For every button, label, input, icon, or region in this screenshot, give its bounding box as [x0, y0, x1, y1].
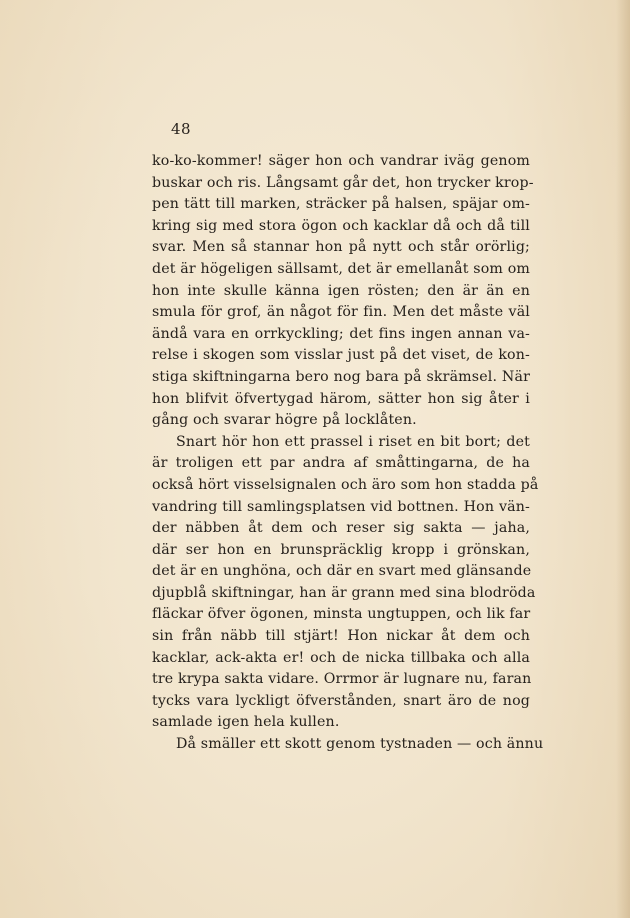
- text-line: Snart hör hon ett prassel i riset en bit bort; det: [176, 433, 530, 450]
- text-line: Då smäller ett skott genom tystnaden — och ännu: [176, 736, 544, 753]
- text-line: hon inte skulle känna igen rösten; den är än en: [152, 282, 530, 299]
- text-line: det är högeligen sällsamt, det är emellanåt som om: [152, 260, 530, 277]
- body-text: [152, 151, 544, 756]
- text-line: gång och svarar högre på locklåten.: [152, 412, 417, 429]
- text-line: kacklar, ack-akta er! och de nicka tillbaka och alla: [152, 649, 530, 666]
- text-line: ko-ko-kommer! säger hon och vandrar iväg genom: [152, 153, 530, 169]
- text-line: ändå vara en orrkyckling; det fins ingen annan va-: [152, 325, 530, 342]
- text-line: också hört visselsignalen och äro som hon stadda på: [152, 476, 539, 493]
- text-line: kring sig med stora ögon och kacklar då och då till: [152, 217, 530, 234]
- text-line: sin från näbb till stjärt! Hon nickar åt dem och: [152, 628, 530, 645]
- text-line: vandring till samlingsplatsen vid bottnen. Hon vän-: [152, 498, 530, 515]
- text-line: der näbben åt dem och reser sig sakta — jaha,: [152, 520, 530, 537]
- text-line: buskar och ris. Långsamt går det, hon trycker krop-: [152, 174, 534, 191]
- text-line: djupblå skiftningar, han är grann med sina blodröda: [152, 584, 536, 601]
- text-line: tre krypa sakta vidare. Orrmor är lugnare nu, faran: [152, 671, 532, 688]
- text-line: relse i skogen som visslar just på det viset, de kon-: [152, 347, 530, 364]
- text-line: där ser hon en brunspräcklig kropp i grönskan,: [152, 541, 530, 558]
- text-line: samlade igen hela kullen.: [152, 714, 340, 731]
- text-line: svar. Men så stannar hon på nytt och står orörlig;: [152, 239, 530, 256]
- text-line: stiga skiftningarna bero nog bara på skrämsel. När: [152, 368, 530, 385]
- text-line: fläckar öfver ögonen, minsta ungtuppen, och lik far: [152, 606, 531, 623]
- text-line: pen tätt till marken, sträcker på halsen, späjar om-: [152, 196, 530, 213]
- page-number: 48: [171, 120, 192, 138]
- text-line: tycks vara lyckligt öfverstånden, snart äro de nog: [152, 692, 530, 709]
- text-line: smula för grof, än något för fin. Men det måste väl: [152, 304, 530, 321]
- page-edge-shadow: [616, 0, 630, 918]
- text-line: är troligen ett par andra af småttingarna, de ha: [152, 455, 530, 472]
- text-line: det är en unghöna, och där en svart med glänsande: [152, 563, 532, 580]
- text-line: hon blifvit öfvertygad härom, sätter hon sig åter i: [152, 390, 530, 407]
